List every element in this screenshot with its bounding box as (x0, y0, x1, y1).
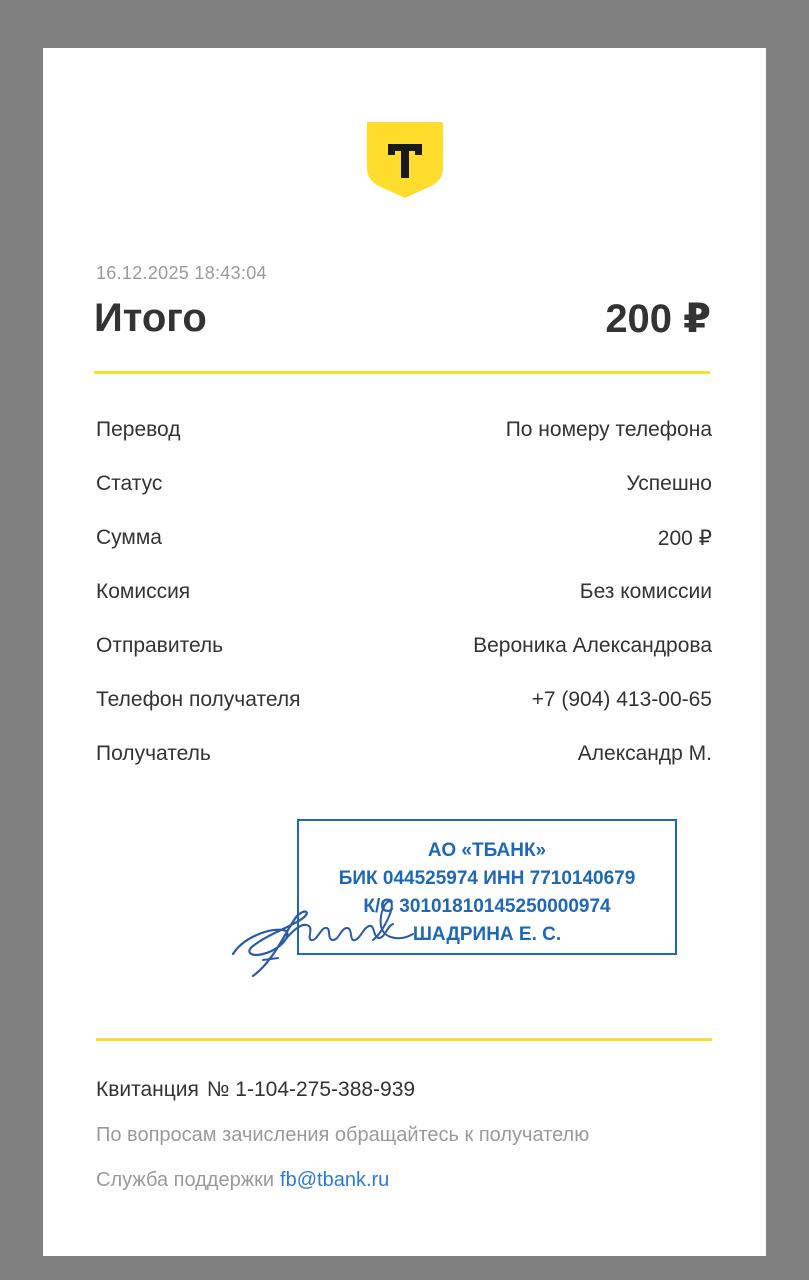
detail-row-recipient (96, 727, 712, 781)
detail-value: Успешно (626, 472, 712, 495)
detail-label: Перевод (96, 418, 181, 441)
stamp-line: К/С 30101810145250000974 (363, 896, 611, 917)
detail-row-recipient-phone (96, 673, 712, 727)
footer-note: По вопросам зачисления обращайтесь к получателю (96, 1124, 590, 1146)
divider-top (94, 371, 710, 374)
detail-label: Отправитель (96, 634, 224, 657)
total-amount: 200 ₽ (605, 297, 711, 341)
detail-label: Получатель (96, 742, 211, 765)
tbank-shield-logo-icon (367, 122, 443, 198)
detail-value: +7 (904) 413-00-65 (531, 688, 712, 711)
receipt-number-line (96, 1078, 415, 1102)
detail-row-status (96, 457, 712, 511)
detail-label: Сумма (96, 526, 162, 549)
detail-value: 200 ₽ (657, 526, 712, 550)
detail-value: По номеру телефона (505, 418, 712, 441)
stamp-line: ШАДРИНА Е. С. (412, 924, 562, 945)
receipt (43, 48, 766, 1256)
detail-value: Вероника Александрова (473, 634, 712, 657)
stamp-line: БИК 044525974 ИНН 7710140679 (338, 868, 636, 889)
detail-row-sender (96, 619, 712, 673)
receipt-label: Квитанция (96, 1078, 199, 1101)
transaction-datetime: 16.12.2025 18:43:04 (96, 263, 267, 283)
detail-row-transfer (96, 403, 712, 457)
stamp-area (223, 808, 693, 978)
detail-label: Комиссия (96, 580, 191, 603)
support-line (96, 1169, 389, 1192)
divider-bottom (96, 1038, 712, 1041)
detail-value: Александр М. (577, 742, 712, 765)
total-label: Итого (94, 296, 207, 340)
detail-label: Статус (96, 472, 163, 495)
detail-value: Без комиссии (579, 580, 712, 603)
details-list (96, 403, 712, 781)
detail-label: Телефон получателя (96, 688, 301, 711)
handwritten-signature-icon (223, 868, 443, 978)
support-email-link[interactable]: fb@tbank.ru (280, 1169, 390, 1191)
receipt-number: № 1-104-275-388-939 (206, 1078, 416, 1101)
stamp-line: АО «ТБАНК» (427, 840, 547, 861)
detail-row-amount (96, 511, 712, 565)
support-label: Служба поддержки (96, 1169, 275, 1191)
detail-row-commission (96, 565, 712, 619)
